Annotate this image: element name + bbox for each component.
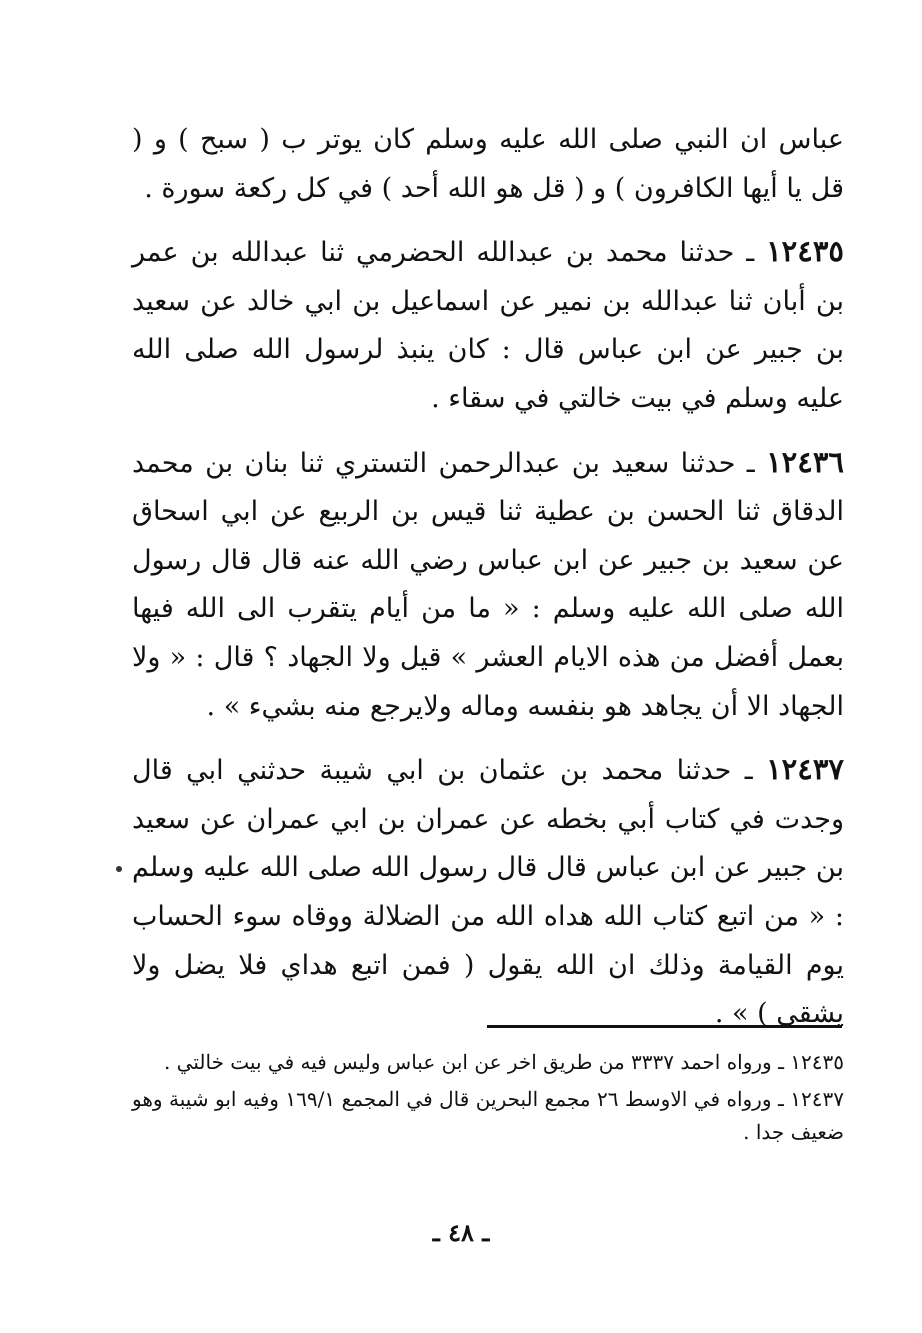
hadith-paragraph-12435 [132, 227, 844, 423]
ink-speck [116, 866, 122, 872]
page-number: ـ ٤٨ ـ [432, 1218, 490, 1247]
hadith-number: ١٢٤٣٦ [766, 444, 844, 479]
hadith-number: ١٢٤٣٧ [766, 752, 844, 787]
paragraph-text: ـ حدثنا سعيد بن عبدالرحمن التستري ثنا بنان بن محمد الدقاق ثنا الحسن بن عطية ثنا قيس بن الربيع عن ابي اسحاق عن سعيد بن جبير عن ابن عباس رضي الله عنه قال قال رسول الله صلى الله عليه وسلم : « ما من أيام يتقرب الى الله فيها بعمل أفضل من هذه الايام العشر » قيل ولا الجهاد ؟ قال : « ولا الجهاد الا أن يجاهد هو بنفسه وماله ولايرجع منه بشيء » . [132, 447, 844, 722]
footnotes-block [132, 1046, 844, 1153]
hadith-paragraph-12436 [132, 438, 844, 732]
hadith-paragraph-12437 [132, 745, 844, 1039]
footnote-12435: ١٢٤٣٥ ـ ورواه احمد ٣٣٣٧ من طريق اخر عن ابن عباس وليس فيه في بيت خالتي . [163, 1050, 844, 1074]
footnote-12437: ١٢٤٣٧ ـ ورواه في الاوسط ٢٦ مجمع البحرين قال في المجمع ١٦٩/١ وفيه ابو شيبة وهو ضعيف جدا . [132, 1087, 845, 1144]
paragraph-text: ـ حدثنا محمد بن عثمان بن ابي شيبة حدثني ابي قال وجدت في كتاب أبي بخطه عن عمران بن ابي عمران عن سعيد بن جبير عن ابن عباس قال قال رسول الله صلى الله عليه وسلم : « من اتبع كتاب الله هداه الله من الضلالة ووقاه سوء الحساب يوم القيامة وذلك ان الله يقول ( فمن اتبع هداي فلا يضل ولا يشقى ) » . [132, 755, 844, 1030]
paragraph-text: عباس ان النبي صلى الله عليه وسلم كان يوتر ب ( سبح ) و ( قل يا أيها الكافرون ) و ( قل هو الله أحد ) في كل ركعة سورة . [132, 124, 844, 204]
hadith-number: ١٢٤٣٥ [766, 234, 844, 269]
footnote-separator [487, 1025, 842, 1028]
main-text-block [132, 116, 844, 1053]
hadith-paragraph-continued [132, 116, 844, 213]
paragraph-text: ـ حدثنا محمد بن عبدالله الحضرمي ثنا عبدالله بن عمر بن أبان ثنا عبدالله بن نمير عن اسماعيل بن ابي خالد عن سعيد بن جبير عن ابن عباس قال : كان ينبذ لرسول الله صلى الله عليه وسلم في بيت خالتي في سقاء . [132, 237, 844, 414]
